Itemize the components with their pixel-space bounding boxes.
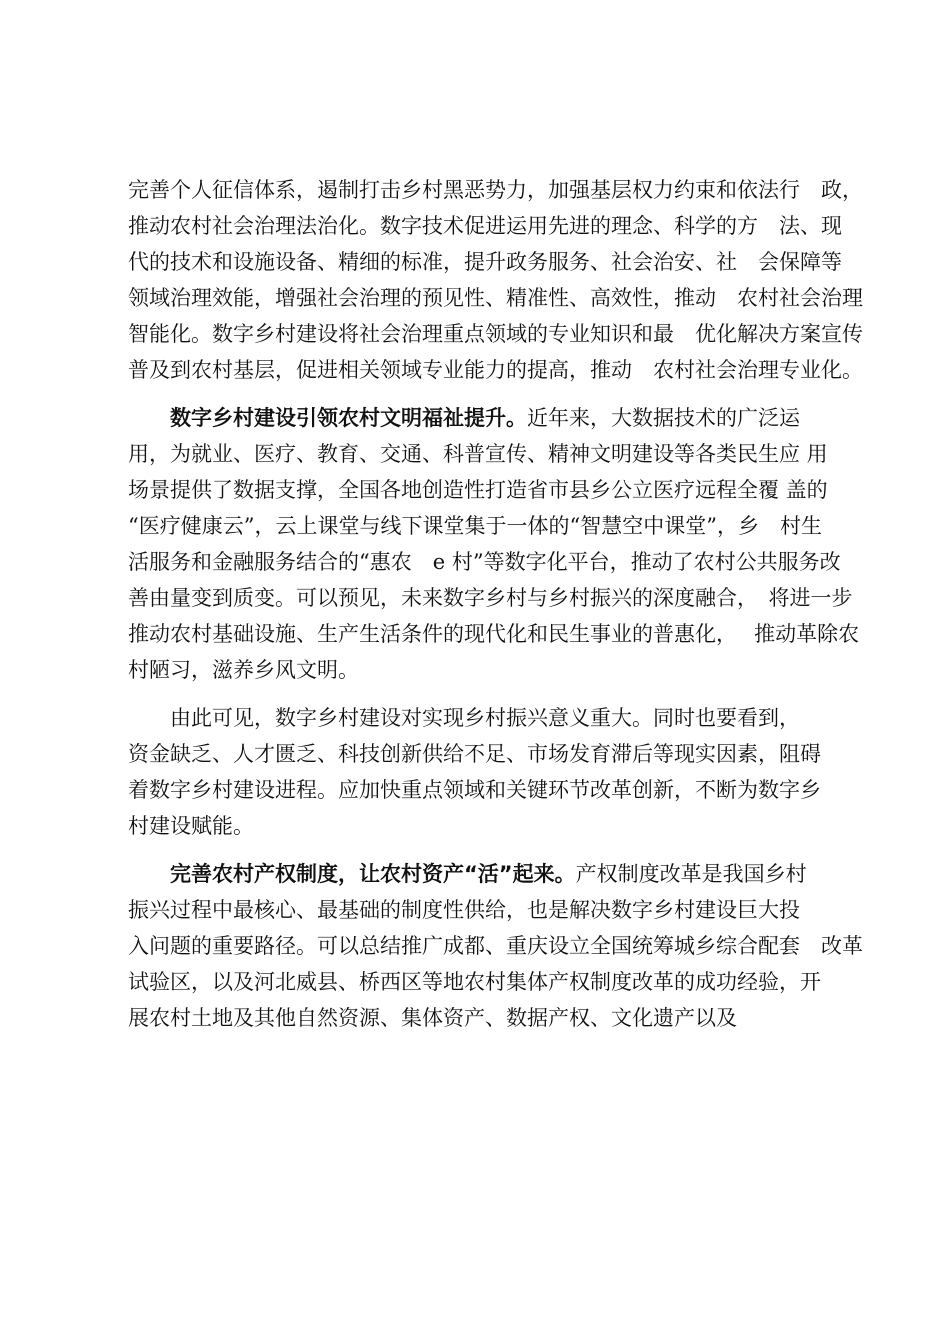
paragraph2-line-8: 村陋习，滋养乡风文明。 xyxy=(128,658,359,682)
paragraph2-first-line xyxy=(170,400,800,436)
paragraph2-heading: 数字乡村建设引领农村文明福祉提升。 xyxy=(170,406,527,430)
paragraph4-first-line-text: 产权制度改革是我国乡村 xyxy=(575,862,807,886)
paragraph4-first-line xyxy=(170,856,807,892)
paragraph1-line-4: 领域治理效能，增强社会治理的预见性、精准性、高效性，推动 农村社会治理 xyxy=(128,286,863,310)
paragraph4-line-3: 入问题的重要路径。可以总结推广成都、重庆设立全国统筹城乡综合配套 改革 xyxy=(128,934,863,958)
paragraph2-line-4: “医疗健康云”，云上课堂与线下课堂集于一体的“智慧空中课堂”，乡 村生 xyxy=(128,514,822,538)
paragraph2-first-line-text: 近年来，大数据技术的广泛运 xyxy=(527,406,800,430)
paragraph3-line-4: 村建设赋能。 xyxy=(128,814,254,838)
paragraph4-heading: 完善农村产权制度，让农村资产“活”起来。 xyxy=(170,862,576,886)
paragraph2-line-3: 场景提供了数据支撑，全国各地创造性打造省市县乡公立医疗远程全覆 盖的 xyxy=(128,478,828,502)
paragraph3-line-1: 由此可见，数字乡村建设对实现乡村振兴意义重大。同时也要看到， xyxy=(170,706,800,730)
paragraph2-line-5: 活服务和金融服务结合的“惠农 e 村”等数字化平台，推动了农村公共服务改 xyxy=(128,550,841,574)
paragraph1-line-2: 推动农村社会治理法治化。数字技术促进运用先进的理念、科学的方 法、现 xyxy=(128,214,842,238)
paragraph2-line-2: 用，为就业、医疗、教育、交通、科普宣传、精神文明建设等各类民生应 用 xyxy=(128,442,828,466)
paragraph3-line-3: 着数字乡村建设进程。应加快重点领域和关键环节改革创新，不断为数字乡 xyxy=(128,778,821,802)
paragraph1-line-6: 普及到农村基层，促进相关领域专业能力的提高，推动 农村社会治理专业化。 xyxy=(128,358,863,382)
paragraph2-line-6: 善由量变到质变。可以预见，未来数字乡村与乡村振兴的深度融合， 将进一步 xyxy=(128,586,853,610)
paragraph2-line-7: 推动农村基础设施、生产生活条件的现代化和民生事业的普惠化， 推动革除农 xyxy=(128,622,860,646)
paragraph4-line-4: 试验区，以及河北威县、桥西区等地农村集体产权制度改革的成功经验，开 xyxy=(128,970,821,994)
paragraph4-line-5: 展农村土地及其他自然资源、集体资产、数据产权、文化遗产以及 xyxy=(128,1006,737,1030)
paragraph1-line-5: 智能化。数字乡村建设将社会治理重点领域的专业知识和最 优化解决方案宣传 xyxy=(128,322,863,346)
paragraph1-line-1: 完善个人征信体系，遏制打击乡村黑恶势力，加强基层权力约束和依法行 政， xyxy=(128,178,863,202)
paragraph1-line-3: 代的技术和设施设备、精细的标准，提升政务服务、社会治安、社 会保障等 xyxy=(128,250,842,274)
paragraph3-line-2: 资金缺乏、人才匮乏、科技创新供给不足、市场发育滞后等现实因素，阻碍 xyxy=(128,742,821,766)
paragraph4-line-2: 振兴过程中最核心、最基础的制度性供给，也是解决数字乡村建设巨大投 xyxy=(128,898,800,922)
